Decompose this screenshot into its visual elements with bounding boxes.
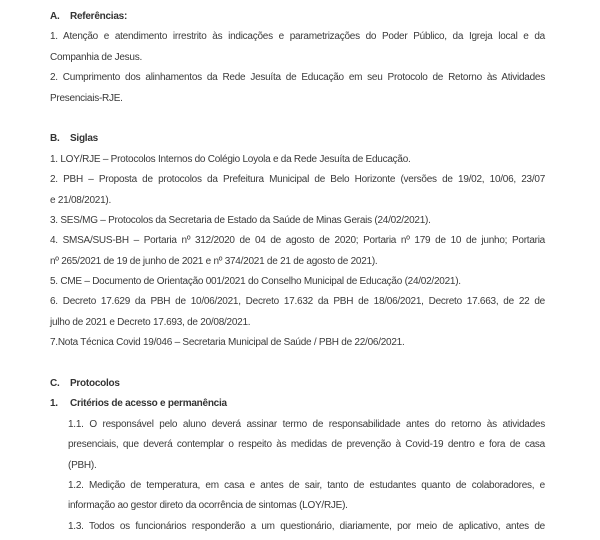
heading-text: Critérios de acesso e permanência (70, 398, 227, 410)
text-line: nº 265/2021 de 19 de junho de 2021 e nº 374/2021 de 21 de agosto de 2021). (50, 255, 378, 267)
heading-line (50, 374, 545, 394)
paragraph (50, 27, 545, 68)
text-line: Companhia de Jesus. (50, 51, 142, 63)
document-body (50, 7, 545, 537)
text-line: 3. SES/MG – Protocolos da Secretaria de Estado da Saúde de Minas Gerais (24/02/2021). (50, 214, 431, 226)
heading-text: Protocolos (70, 378, 120, 390)
text-line: presenciais, que deverá contemplar o respeito às medidas de prevenção à Covid-19 dentro e fora de casa (68, 439, 545, 451)
text-line: 6. Decreto 17.629 da PBH de 10/06/2021, Decreto 17.632 da PBH de 18/06/2021, Decreto 17.663, de 22 de (50, 296, 545, 308)
heading-number: C. (50, 378, 60, 390)
text-line: 1.3. Todos os funcionários responderão a um questionário, diariamente, por meio de aplicativo, antes de (68, 520, 545, 532)
heading-number: A. (50, 11, 60, 22)
text-line: 1. Atenção e atendimento irrestrito às indicações e parametrizações do Poder Público, da Igreja local e da (50, 31, 545, 43)
section-heading (50, 394, 545, 414)
paragraph (50, 415, 545, 476)
paragraph (50, 517, 545, 537)
text-line: informação ao gestor direto da ocorrência de sintomas (LOY/RJE). (68, 500, 348, 512)
text-line: 2. Cumprimento dos alinhamentos da Rede Jesuíta de Educação em seu Protocolo de Retorno às Atividades (50, 72, 545, 84)
heading-text: Siglas (70, 133, 98, 145)
text-line: 1.2. Medição de temperatura, em casa e antes de sair, tanto de estudantes quanto de colaboradores, e (68, 479, 545, 491)
paragraph (50, 211, 545, 231)
heading-number: 1. (50, 398, 58, 410)
paragraph (50, 170, 545, 211)
text-line: 1. LOY/RJE – Protocolos Internos do Colégio Loyola e da Rede Jesuíta de Educação. (50, 153, 411, 165)
text-line: (PBH). (68, 459, 97, 471)
paragraph (50, 333, 545, 353)
heading-number: B. (50, 133, 60, 145)
heading-line (50, 129, 545, 149)
paragraph (50, 292, 545, 333)
heading-text: Referências: (70, 11, 128, 22)
text-line: 7.Nota Técnica Covid 19/046 – Secretaria Municipal de Saúde / PBH de 22/06/2021. (50, 337, 405, 349)
paragraph (50, 272, 545, 292)
text-line: Presenciais-RJE. (50, 92, 123, 104)
text-line: 2. PBH – Proposta de protocolos da Prefeitura Municipal de Belo Horizonte (versões de 19/02, 10/06, 23/07 (50, 174, 545, 186)
paragraph (50, 68, 545, 109)
section-heading (50, 374, 545, 394)
text-line: 5. CME – Documento de Orientação 001/2021 do Conselho Municipal de Educação (24/02/2021). (50, 276, 461, 288)
text-line: 1.1. O responsável pelo aluno deverá assinar termo de responsabilidade antes do retorno às atividades (68, 418, 545, 430)
text-line: julho de 2021 e Decreto 17.693, de 20/08/2021. (50, 316, 251, 328)
paragraph (50, 231, 545, 272)
heading-line (50, 394, 545, 414)
section-heading (50, 7, 545, 27)
text-line: 4. SMSA/SUS-BH – Portaria nº 312/2020 de 04 de agosto de 2020; Portaria nº 179 de 10 de junho; Portaria (50, 235, 545, 247)
text-line: e 21/08/2021). (50, 194, 111, 206)
paragraph (50, 476, 545, 517)
heading-line (50, 7, 545, 27)
section-heading (50, 129, 545, 149)
paragraph (50, 150, 545, 170)
